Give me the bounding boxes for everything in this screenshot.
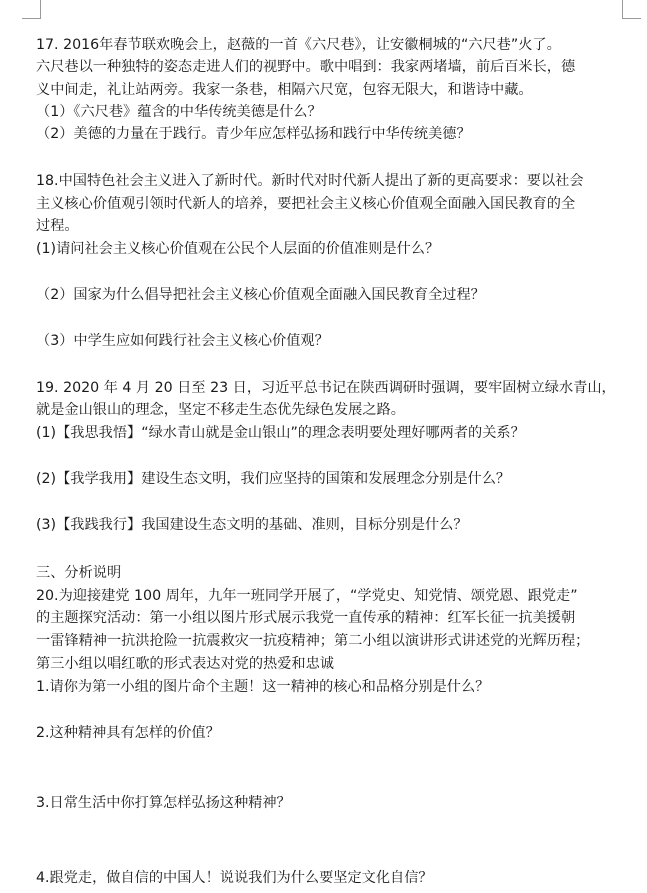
question-18-sub-3: （3）中学生应如何践行社会主义核心价值观？ <box>36 333 329 349</box>
question-20-sub-4: 4.跟党走，做自信的中国人！说说我们为什么要坚定文化自信？ <box>36 870 433 886</box>
question-17-sub-1: （1）《六尺巷》蕴含的中华传统美德是什么？ <box>36 104 322 120</box>
question-18-sub-2: （2）国家为什么倡导把社会主义核心价值观全面融入国民教育全过程？ <box>36 287 485 303</box>
question-18-sub-1: (1)请问社会主义核心价值观在公民个人层面的价值准则是什么？ <box>36 241 440 257</box>
page-corner-mark-right <box>622 0 641 19</box>
question-17-stem-line-3: 义中间走，礼让站两旁。我家一条巷，相隔六尺宽，包容无限大，和谐诗中藏。 <box>36 82 533 98</box>
question-20-stem-line-3: 一雷锋精神一抗洪抢险一抗震救灾一抗疫精神；第二小组以演讲形式讲述党的光辉历程； <box>36 633 590 649</box>
question-19-sub-2: (2)【我学我用】建设生态文明，我们应坚持的国策和发展理念分别是什么？ <box>36 471 511 487</box>
question-18-stem-line-2: 主义核心价值观引领时代新人的培养，要把社会主义核心价值观全面融入国民教育的全 <box>36 196 576 212</box>
question-20-stem-line-1: 20.为迎接建党 100 周年，九年一班同学开展了，“学党史、知党情、颂党恩、跟党走” <box>36 588 578 604</box>
page-corner-mark-left <box>22 0 41 19</box>
question-20-stem-line-4: 第三小组以唱红歌的形式表达对党的热爱和忠诚 <box>36 656 334 672</box>
question-18-stem-line-3: 过程。 <box>36 218 79 234</box>
question-20-stem-line-2: 的主题探究活动：第一小组以图片形式展示我党一直传承的精神：红军长征一抗美援朝 <box>36 610 576 626</box>
section-3-heading: 三、分析说明 <box>36 565 122 581</box>
question-17-stem-line-2: 六尺巷以一种独特的姿态走进人们的视野中。歌中唱到：我家两堵墙，前后百米长，德 <box>36 59 576 75</box>
question-19-stem-line-2: 就是金山银山的理念，坚定不移走生态优先绿色发展之路。 <box>36 402 405 418</box>
question-17-sub-2: （2）美德的力量在于践行。青少年应怎样弘扬和践行中华传统美德？ <box>36 126 471 142</box>
question-20-sub-1: 1.请你为第一小组的图片命个主题！这一精神的核心和品格分别是什么？ <box>36 679 490 695</box>
question-17-stem-line-1: 17. 2016年春节联欢晚会上，赵薇的一首《六尺巷》，让安徽桐城的“六尺巷”火了。 <box>36 37 561 53</box>
question-20-sub-3: 3.日常生活中你打算怎样弘扬这种精神？ <box>36 795 291 811</box>
question-19-sub-1: (1)【我思我悟】“绿水青山就是金山银山”的理念表明要处理好哪两者的关系？ <box>36 425 525 441</box>
question-19-stem-line-1: 19. 2020 年 4 月 20 日至 23 日，习近平总书记在陕西调研时强调，要牢固树立绿水青山， <box>36 380 616 396</box>
question-18-stem-line-1: 18.中国特色社会主义进入了新时代。新时代对时代新人提出了新的更高要求：要以社会 <box>36 173 584 189</box>
question-19-sub-3: (3)【我践我行】我国建设生态文明的基础、准则，目标分别是什么？ <box>36 517 468 533</box>
question-20-sub-2: 2.这种精神具有怎样的价值？ <box>36 725 220 741</box>
